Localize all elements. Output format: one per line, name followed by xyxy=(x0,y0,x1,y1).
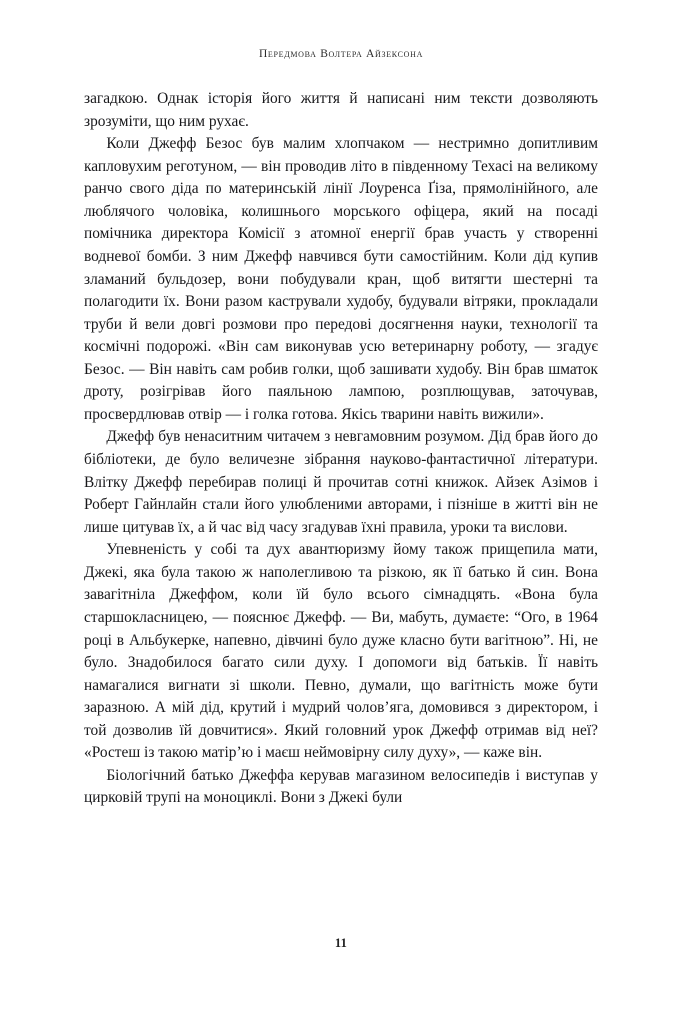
paragraph-5: Біологічний батько Джеффа керував магазином велосипедів і виступав у цирковій трупі на моноциклі. Вони з Джекі були xyxy=(84,766,598,807)
running-head: Передмова Волтера Айзексона xyxy=(258,48,424,60)
page-number: 11 xyxy=(334,936,348,950)
paragraph-1: загадкою. Однак історія його життя й написані ним тексти дозволяють зрозуміти, що ним рухає. xyxy=(84,90,598,130)
paragraph-3: Джефф був ненаситним читачем з невгамовним розумом. Дід брав його до бібліотеки, де було величезне зібрання науково-фантастичної літератури. Влітку Джефф перебирав полиці й прочитав сотні книжок. Айзек Азімов і Роберт Гайнлайн стали його улюбленими авторами, і пізніше в житті він не лише цитував їх, а й час від часу згадував їхні правила, уроки та вислови. xyxy=(84,428,598,536)
paragraph-2: Коли Джефф Безос був малим хлопчаком — нестримно допитливим капловухим реготуном, — він проводив літо в південному Техасі на великому ранчо свого діда по материнській лінії Лоуренса Ґіза, прямолінійного, але люблячого чоловіка, колишнього морського офіцера, який на посаді помічника директора Комісії з атомної енергії брав участь у створенні водневої бомби. З ним Джефф навчився бути самостійним. Коли дід купив зламаний бульдозер, вони побудували кран, щоб витягти шестерні та полагодити їх. Вони разом кастрували худобу, будували вітряки, прокладали труби й вели довгі розмови про передові досягнення науки, технології та космічні подорожі. «Він сам виконував усю ветеринарну роботу, — згадує Безос. — Він навіть сам робив голки, щоб зашивати худобу. Він брав шматок дроту, розігрівав його паяльною лампою, розплющував, заточував, просвердлював отвір — і голка готова. Якісь тварини навіть вижили». xyxy=(84,135,598,423)
body-text-column xyxy=(84,88,598,810)
paragraph-4: Упевненість у собі та дух авантюризму йому також прищепила мати, Джекі, яка була такою ж наполегливою та різкою, як її батько й син. Вона завагітніла Джеффом, коли їй було всього сімнадцять. «Вона була старшокласницею, — пояснює Джефф. — Ви, мабуть, думаєте: “Ого, в 1964 році в Альбукерке, напевно, дівчині було дуже класно бути вагітною”. Ні, не було. Знадобилося багато сили духу. І допомоги від батьків. Її навіть намагалися вигнати зі школи. Певно, думали, що вагітність може бути заразною. А мій дід, крутий і мудрий чолов’яга, домовився з директором, і той дозволив їй довчитися». Який головний урок Джефф отримав від неї? «Ростеш із такою матір’ю і маєш неймовірну силу духу», — каже він. xyxy=(84,541,598,762)
